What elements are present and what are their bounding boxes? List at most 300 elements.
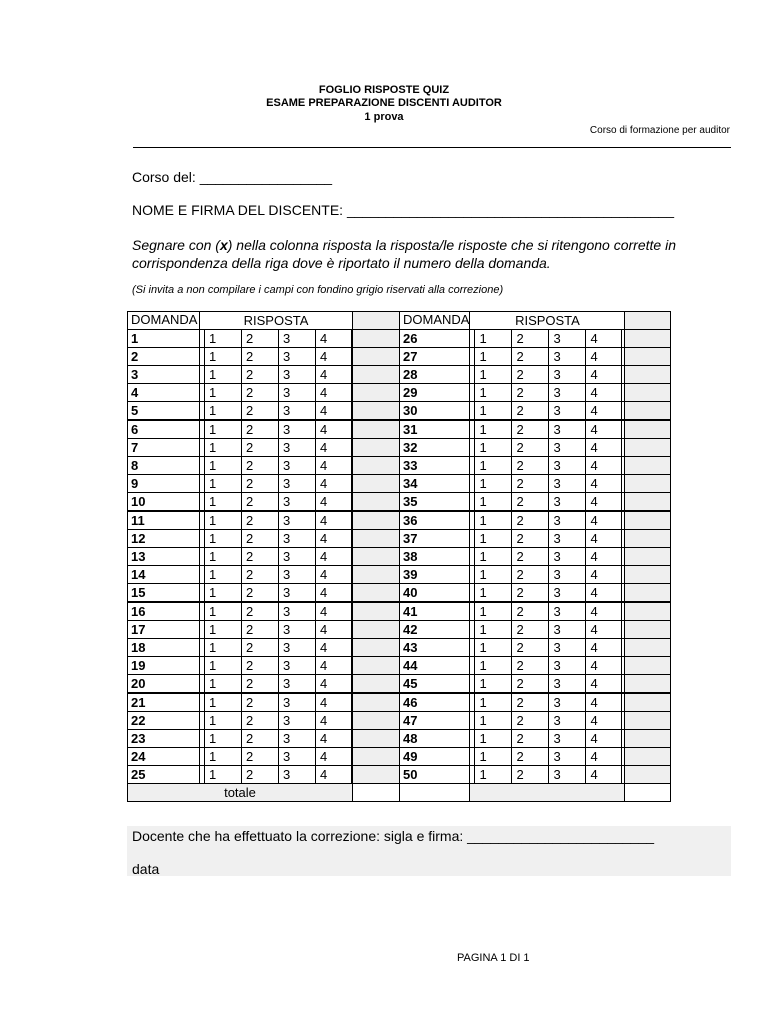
answer-option-box[interactable]: 1 bbox=[474, 566, 511, 583]
answer-option-box[interactable]: 2 bbox=[241, 694, 278, 711]
answer-option-box[interactable]: 4 bbox=[585, 439, 622, 456]
answer-option-box[interactable]: 4 bbox=[585, 475, 622, 492]
answer-option-box[interactable]: 2 bbox=[511, 348, 548, 365]
answer-option-box[interactable]: 2 bbox=[511, 766, 548, 783]
answer-option-box[interactable]: 1 bbox=[474, 348, 511, 365]
answer-option-box[interactable]: 1 bbox=[474, 330, 511, 347]
answer-option-box[interactable]: 3 bbox=[278, 421, 315, 438]
answer-option-box[interactable]: 3 bbox=[548, 603, 585, 620]
answer-option-box[interactable]: 4 bbox=[315, 384, 352, 401]
answer-option-box[interactable]: 4 bbox=[585, 530, 622, 547]
correction-cell bbox=[353, 348, 400, 366]
answer-option-box[interactable]: 1 bbox=[204, 475, 241, 492]
answer-option-box[interactable]: 2 bbox=[241, 366, 278, 383]
answer-option-box[interactable]: 1 bbox=[474, 366, 511, 383]
question-number: 42 bbox=[400, 621, 470, 639]
question-number: 26 bbox=[400, 330, 470, 348]
answer-option-box[interactable]: 3 bbox=[278, 657, 315, 674]
correction-cell bbox=[625, 639, 671, 657]
answer-option-box[interactable]: 4 bbox=[315, 421, 352, 438]
answer-option-box[interactable]: 1 bbox=[204, 330, 241, 347]
answer-option-box[interactable]: 4 bbox=[585, 694, 622, 711]
question-number: 39 bbox=[400, 566, 470, 584]
answer-option-box[interactable]: 4 bbox=[315, 694, 352, 711]
answer-option-box[interactable]: 2 bbox=[241, 712, 278, 729]
answer-option-box[interactable]: 2 bbox=[511, 493, 548, 510]
answer-option-box[interactable]: 3 bbox=[548, 766, 585, 783]
answer-option-box[interactable]: 2 bbox=[241, 512, 278, 529]
answer-option-box[interactable]: 1 bbox=[204, 639, 241, 656]
answer-option-box[interactable]: 4 bbox=[315, 603, 352, 620]
answer-option-box[interactable]: 4 bbox=[585, 603, 622, 620]
answer-option-box[interactable]: 2 bbox=[241, 603, 278, 620]
correction-cell bbox=[625, 602, 671, 621]
answer-option-box[interactable]: 3 bbox=[548, 748, 585, 765]
answer-option-box[interactable]: 4 bbox=[315, 584, 352, 601]
answer-option-box[interactable]: 3 bbox=[278, 603, 315, 620]
answer-option-box[interactable]: 4 bbox=[585, 730, 622, 747]
question-number: 3 bbox=[128, 366, 200, 384]
answer-option-box[interactable]: 2 bbox=[241, 584, 278, 601]
answer-option-box[interactable]: 1 bbox=[474, 512, 511, 529]
answer-option-box[interactable]: 1 bbox=[204, 694, 241, 711]
answer-option-box[interactable]: 2 bbox=[241, 421, 278, 438]
table-row bbox=[128, 712, 671, 730]
table-row bbox=[128, 475, 671, 493]
answer-option-box[interactable]: 3 bbox=[548, 548, 585, 565]
answer-option-box[interactable]: 4 bbox=[315, 402, 352, 419]
answer-options-left bbox=[200, 493, 353, 512]
answer-option-group bbox=[200, 330, 352, 347]
answer-option-box[interactable]: 1 bbox=[474, 493, 511, 510]
answer-option-box[interactable]: 4 bbox=[315, 548, 352, 565]
answer-option-box[interactable]: 3 bbox=[278, 712, 315, 729]
answer-option-box[interactable]: 3 bbox=[548, 348, 585, 365]
answer-options-left bbox=[200, 766, 353, 784]
answer-option-box[interactable]: 1 bbox=[204, 657, 241, 674]
answer-option-box[interactable]: 4 bbox=[585, 457, 622, 474]
answer-option-box[interactable]: 1 bbox=[474, 457, 511, 474]
answer-option-box[interactable]: 3 bbox=[278, 566, 315, 583]
answer-option-box[interactable]: 1 bbox=[474, 421, 511, 438]
answer-option-box[interactable]: 3 bbox=[278, 330, 315, 347]
answer-option-box[interactable]: 2 bbox=[511, 548, 548, 565]
answer-option-box[interactable]: 1 bbox=[474, 439, 511, 456]
answer-option-box[interactable]: 4 bbox=[315, 712, 352, 729]
correction-cell bbox=[353, 748, 400, 766]
answer-option-box[interactable]: 1 bbox=[204, 366, 241, 383]
answer-option-box[interactable]: 1 bbox=[204, 730, 241, 747]
answer-option-box[interactable]: 3 bbox=[278, 694, 315, 711]
answer-option-box[interactable]: 3 bbox=[278, 512, 315, 529]
answer-option-box[interactable]: 1 bbox=[204, 566, 241, 583]
answer-option-box[interactable]: 2 bbox=[241, 457, 278, 474]
answer-option-box[interactable]: 1 bbox=[204, 421, 241, 438]
answer-option-box[interactable]: 2 bbox=[511, 475, 548, 492]
answer-option-box[interactable]: 1 bbox=[474, 694, 511, 711]
answer-option-box[interactable]: 1 bbox=[474, 402, 511, 419]
question-number: 50 bbox=[400, 766, 470, 784]
answer-option-box[interactable]: 3 bbox=[278, 348, 315, 365]
answer-option-box[interactable]: 3 bbox=[278, 766, 315, 783]
answer-option-box[interactable]: 2 bbox=[241, 330, 278, 347]
answer-option-box[interactable]: 1 bbox=[474, 639, 511, 656]
col-domanda-left: DOMANDA bbox=[128, 312, 200, 330]
table-row bbox=[128, 548, 671, 566]
answer-option-box[interactable]: 2 bbox=[511, 457, 548, 474]
answer-option-group bbox=[200, 766, 352, 783]
answer-option-box[interactable]: 4 bbox=[315, 566, 352, 583]
answer-option-box[interactable]: 1 bbox=[204, 439, 241, 456]
table-row bbox=[128, 402, 671, 421]
answer-option-box[interactable]: 4 bbox=[315, 366, 352, 383]
answer-option-box[interactable]: 2 bbox=[241, 402, 278, 419]
question-number: 25 bbox=[128, 766, 200, 784]
answer-option-box[interactable]: 1 bbox=[474, 748, 511, 765]
instructions-note: (Si invita a non compilare i campi con fondino grigio riservati alla correzione) bbox=[132, 284, 504, 296]
answer-option-box[interactable]: 3 bbox=[548, 384, 585, 401]
table-row bbox=[128, 639, 671, 657]
answer-option-box[interactable]: 2 bbox=[511, 730, 548, 747]
table-row bbox=[128, 493, 671, 512]
answer-option-box[interactable]: 4 bbox=[585, 712, 622, 729]
answer-option-box[interactable]: 2 bbox=[511, 748, 548, 765]
answer-option-box[interactable]: 4 bbox=[585, 675, 622, 692]
table-row bbox=[128, 330, 671, 348]
answer-option-box[interactable]: 4 bbox=[315, 457, 352, 474]
answer-option-box[interactable]: 3 bbox=[548, 512, 585, 529]
answer-option-box[interactable]: 2 bbox=[241, 657, 278, 674]
answer-option-box[interactable]: 1 bbox=[474, 621, 511, 638]
answer-option-group bbox=[470, 603, 624, 620]
answer-option-box[interactable]: 4 bbox=[585, 512, 622, 529]
answer-option-box[interactable]: 4 bbox=[585, 621, 622, 638]
answer-options-right bbox=[470, 693, 625, 712]
answer-option-group bbox=[470, 712, 624, 729]
answer-option-box[interactable]: 4 bbox=[585, 639, 622, 656]
question-number: 40 bbox=[400, 584, 470, 603]
answer-option-box[interactable]: 3 bbox=[548, 457, 585, 474]
answer-option-box[interactable]: 1 bbox=[474, 657, 511, 674]
correction-cell bbox=[625, 584, 671, 603]
answer-option-group bbox=[200, 748, 352, 765]
answer-option-box[interactable]: 4 bbox=[585, 384, 622, 401]
answer-options-right bbox=[470, 730, 625, 748]
answer-option-box[interactable]: 1 bbox=[204, 457, 241, 474]
answer-option-group bbox=[200, 402, 352, 419]
table-row bbox=[128, 675, 671, 694]
answer-options-left bbox=[200, 475, 353, 493]
answer-option-box[interactable]: 3 bbox=[548, 639, 585, 656]
answer-option-group bbox=[200, 694, 352, 711]
answer-option-box[interactable]: 1 bbox=[204, 621, 241, 638]
question-number: 5 bbox=[128, 402, 200, 421]
answer-option-box[interactable]: 3 bbox=[278, 402, 315, 419]
answer-option-box[interactable]: 2 bbox=[511, 530, 548, 547]
answer-option-group bbox=[200, 366, 352, 383]
answer-option-box[interactable]: 4 bbox=[315, 493, 352, 510]
answer-option-box[interactable]: 1 bbox=[204, 402, 241, 419]
answer-option-box[interactable]: 3 bbox=[278, 621, 315, 638]
answer-option-box[interactable]: 3 bbox=[548, 657, 585, 674]
answer-option-box[interactable]: 1 bbox=[204, 493, 241, 510]
question-number: 48 bbox=[400, 730, 470, 748]
answer-option-box[interactable]: 4 bbox=[585, 421, 622, 438]
answer-options-left bbox=[200, 439, 353, 457]
correction-cell bbox=[353, 566, 400, 584]
answer-options-left bbox=[200, 712, 353, 730]
question-number: 13 bbox=[128, 548, 200, 566]
answer-option-box[interactable]: 1 bbox=[204, 530, 241, 547]
correction-cell bbox=[625, 402, 671, 421]
correction-cell bbox=[625, 621, 671, 639]
answer-options-left bbox=[200, 384, 353, 402]
answer-option-box[interactable]: 4 bbox=[585, 348, 622, 365]
answer-option-box[interactable]: 3 bbox=[548, 712, 585, 729]
page-number: PAGINA 1 DI 1 bbox=[457, 952, 530, 964]
answer-option-box[interactable]: 3 bbox=[278, 457, 315, 474]
answer-option-box[interactable]: 2 bbox=[241, 530, 278, 547]
correction-cell bbox=[353, 730, 400, 748]
answer-option-box[interactable]: 3 bbox=[548, 366, 585, 383]
answer-option-group bbox=[470, 621, 624, 638]
answer-option-box[interactable]: 2 bbox=[241, 439, 278, 456]
answer-option-group bbox=[200, 475, 352, 492]
answer-option-box[interactable]: 3 bbox=[278, 730, 315, 747]
answer-option-box[interactable]: 2 bbox=[511, 384, 548, 401]
answer-option-box[interactable]: 2 bbox=[511, 402, 548, 419]
answer-option-box[interactable]: 3 bbox=[548, 675, 585, 692]
correction-cell bbox=[625, 730, 671, 748]
answer-option-group bbox=[200, 439, 352, 456]
totale-row bbox=[128, 784, 671, 802]
question-number: 33 bbox=[400, 457, 470, 475]
answer-option-box[interactable]: 1 bbox=[474, 584, 511, 601]
answer-option-group bbox=[470, 748, 624, 765]
answer-option-box[interactable]: 4 bbox=[585, 402, 622, 419]
answer-option-box[interactable]: 2 bbox=[511, 694, 548, 711]
answer-option-box[interactable]: 3 bbox=[278, 439, 315, 456]
answer-option-box[interactable]: 4 bbox=[315, 748, 352, 765]
answer-option-box[interactable]: 2 bbox=[511, 584, 548, 601]
answer-option-box[interactable]: 2 bbox=[511, 675, 548, 692]
answer-option-box[interactable]: 1 bbox=[204, 548, 241, 565]
question-number: 44 bbox=[400, 657, 470, 675]
answer-option-box[interactable]: 1 bbox=[474, 730, 511, 747]
totale-value-right bbox=[625, 784, 671, 802]
answer-option-box[interactable]: 1 bbox=[204, 512, 241, 529]
answer-option-box[interactable]: 2 bbox=[241, 548, 278, 565]
answer-option-box[interactable]: 1 bbox=[204, 348, 241, 365]
correction-cell bbox=[353, 493, 400, 512]
answer-option-box[interactable]: 2 bbox=[511, 639, 548, 656]
answer-option-box[interactable]: 4 bbox=[585, 366, 622, 383]
table-row bbox=[128, 366, 671, 384]
answer-option-box[interactable]: 1 bbox=[474, 384, 511, 401]
instructions bbox=[132, 236, 732, 272]
answer-option-box[interactable]: 4 bbox=[585, 493, 622, 510]
answer-option-box[interactable]: 3 bbox=[278, 548, 315, 565]
answer-option-box[interactable]: 3 bbox=[548, 421, 585, 438]
answer-option-box[interactable]: 4 bbox=[585, 766, 622, 783]
answer-option-group bbox=[470, 348, 624, 365]
answer-options-left bbox=[200, 675, 353, 694]
question-number: 18 bbox=[128, 639, 200, 657]
correction-cell bbox=[353, 766, 400, 784]
answer-option-box[interactable]: 4 bbox=[585, 330, 622, 347]
answer-option-group bbox=[470, 548, 624, 565]
answer-option-box[interactable]: 4 bbox=[315, 657, 352, 674]
answer-option-box[interactable]: 3 bbox=[278, 584, 315, 601]
totale-gray-right bbox=[470, 784, 625, 802]
answer-option-box[interactable]: 2 bbox=[241, 384, 278, 401]
answer-option-box[interactable]: 1 bbox=[474, 712, 511, 729]
correction-cell bbox=[353, 584, 400, 603]
answer-options-left bbox=[200, 511, 353, 530]
answer-option-box[interactable]: 1 bbox=[474, 603, 511, 620]
answer-option-box[interactable]: 3 bbox=[278, 475, 315, 492]
answer-option-box[interactable]: 1 bbox=[204, 584, 241, 601]
answer-options-right bbox=[470, 384, 625, 402]
answer-option-box[interactable]: 3 bbox=[278, 748, 315, 765]
answer-option-box[interactable]: 4 bbox=[315, 330, 352, 347]
answer-option-box[interactable]: 1 bbox=[204, 766, 241, 783]
answer-option-box[interactable]: 4 bbox=[315, 475, 352, 492]
question-number: 4 bbox=[128, 384, 200, 402]
answer-option-group bbox=[200, 421, 352, 438]
answer-option-box[interactable]: 4 bbox=[315, 730, 352, 747]
answer-option-group bbox=[470, 457, 624, 474]
answer-option-box[interactable]: 4 bbox=[585, 548, 622, 565]
answer-option-box[interactable]: 2 bbox=[511, 621, 548, 638]
question-number: 24 bbox=[128, 748, 200, 766]
answer-option-box[interactable]: 4 bbox=[585, 657, 622, 674]
answer-options-right bbox=[470, 530, 625, 548]
question-number: 49 bbox=[400, 748, 470, 766]
answer-option-box[interactable]: 2 bbox=[511, 421, 548, 438]
answer-option-box[interactable]: 4 bbox=[585, 584, 622, 601]
answer-option-box[interactable]: 4 bbox=[315, 512, 352, 529]
question-number: 41 bbox=[400, 602, 470, 621]
answer-option-box[interactable]: 2 bbox=[241, 475, 278, 492]
answer-option-box[interactable]: 2 bbox=[511, 657, 548, 674]
answer-option-box[interactable]: 2 bbox=[241, 348, 278, 365]
answer-option-box[interactable]: 2 bbox=[511, 512, 548, 529]
answer-option-box[interactable]: 4 bbox=[315, 675, 352, 692]
answer-option-box[interactable]: 1 bbox=[204, 748, 241, 765]
answer-option-box[interactable]: 2 bbox=[511, 603, 548, 620]
answer-option-box[interactable]: 3 bbox=[278, 675, 315, 692]
answer-option-box[interactable]: 3 bbox=[548, 493, 585, 510]
answer-option-box[interactable]: 3 bbox=[548, 730, 585, 747]
table-row bbox=[128, 584, 671, 603]
answer-option-box[interactable]: 2 bbox=[241, 675, 278, 692]
answer-option-group bbox=[200, 712, 352, 729]
answer-option-box[interactable]: 3 bbox=[548, 439, 585, 456]
answer-option-box[interactable]: 1 bbox=[474, 766, 511, 783]
answer-option-box[interactable]: 2 bbox=[511, 439, 548, 456]
correction-cell bbox=[625, 530, 671, 548]
answer-option-box[interactable]: 1 bbox=[474, 675, 511, 692]
answer-option-box[interactable]: 2 bbox=[511, 566, 548, 583]
answer-options-left bbox=[200, 566, 353, 584]
answer-option-box[interactable]: 1 bbox=[204, 384, 241, 401]
answer-option-group bbox=[200, 457, 352, 474]
answer-option-box[interactable]: 2 bbox=[241, 748, 278, 765]
answer-option-box[interactable]: 4 bbox=[585, 748, 622, 765]
answer-option-box[interactable]: 2 bbox=[511, 712, 548, 729]
answer-option-box[interactable]: 3 bbox=[548, 584, 585, 601]
answer-option-box[interactable]: 3 bbox=[278, 493, 315, 510]
answer-options-right bbox=[470, 584, 625, 603]
answer-option-box[interactable]: 1 bbox=[204, 675, 241, 692]
answer-option-box[interactable]: 3 bbox=[548, 475, 585, 492]
answer-option-box[interactable]: 4 bbox=[315, 621, 352, 638]
answer-option-group bbox=[470, 421, 624, 438]
totale-value-left bbox=[353, 784, 400, 802]
answer-options-right bbox=[470, 712, 625, 730]
col-correction-right bbox=[625, 312, 671, 330]
answer-option-box[interactable]: 4 bbox=[315, 530, 352, 547]
answer-option-box[interactable]: 1 bbox=[474, 548, 511, 565]
answer-options-right bbox=[470, 748, 625, 766]
answer-options-right bbox=[470, 548, 625, 566]
answer-options-left bbox=[200, 330, 353, 348]
answer-option-box[interactable]: 3 bbox=[278, 530, 315, 547]
answer-grid-body bbox=[128, 312, 671, 802]
answer-option-box[interactable]: 2 bbox=[241, 730, 278, 747]
answer-option-box[interactable]: 4 bbox=[315, 639, 352, 656]
grid-header-row bbox=[128, 312, 671, 330]
answer-option-box[interactable]: 3 bbox=[548, 621, 585, 638]
question-number: 22 bbox=[128, 712, 200, 730]
answer-option-box[interactable]: 3 bbox=[278, 384, 315, 401]
answer-option-box[interactable]: 3 bbox=[278, 366, 315, 383]
answer-option-box[interactable]: 3 bbox=[548, 402, 585, 419]
question-number: 19 bbox=[128, 657, 200, 675]
answer-option-box[interactable]: 1 bbox=[474, 530, 511, 547]
answer-option-box[interactable]: 3 bbox=[548, 566, 585, 583]
answer-option-box[interactable]: 4 bbox=[315, 439, 352, 456]
answer-option-box[interactable]: 1 bbox=[474, 475, 511, 492]
answer-option-box[interactable]: 4 bbox=[315, 766, 352, 783]
answer-option-box[interactable]: 3 bbox=[548, 694, 585, 711]
correction-cell bbox=[353, 621, 400, 639]
answer-option-box[interactable]: 2 bbox=[241, 493, 278, 510]
answer-option-box[interactable]: 2 bbox=[241, 566, 278, 583]
answer-options-left bbox=[200, 402, 353, 421]
answer-option-box[interactable]: 2 bbox=[241, 621, 278, 638]
answer-option-box[interactable]: 3 bbox=[548, 530, 585, 547]
question-number: 8 bbox=[128, 457, 200, 475]
answer-option-box[interactable]: 2 bbox=[241, 766, 278, 783]
answer-option-box[interactable]: 1 bbox=[204, 603, 241, 620]
question-number: 1 bbox=[128, 330, 200, 348]
answer-options-right bbox=[470, 330, 625, 348]
answer-option-box[interactable]: 2 bbox=[511, 366, 548, 383]
answer-option-group bbox=[200, 530, 352, 547]
answer-option-box[interactable]: 3 bbox=[278, 639, 315, 656]
answer-option-box[interactable]: 1 bbox=[204, 712, 241, 729]
answer-option-box[interactable]: 3 bbox=[548, 330, 585, 347]
answer-option-group bbox=[200, 512, 352, 529]
answer-option-box[interactable]: 2 bbox=[511, 330, 548, 347]
answer-options-left bbox=[200, 693, 353, 712]
answer-option-box[interactable]: 4 bbox=[315, 348, 352, 365]
answer-option-box[interactable]: 4 bbox=[585, 566, 622, 583]
answer-option-box[interactable]: 2 bbox=[241, 639, 278, 656]
question-number: 12 bbox=[128, 530, 200, 548]
